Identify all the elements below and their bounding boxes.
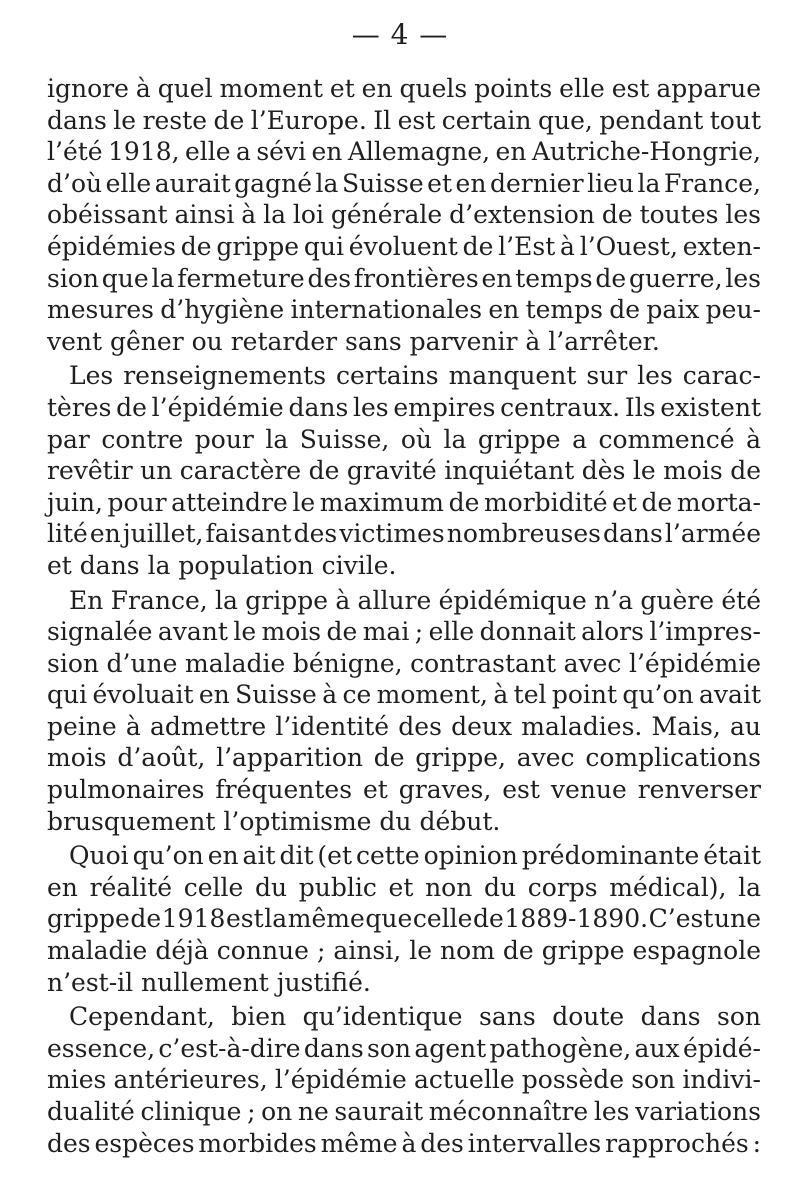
page-body bbox=[47, 73, 761, 1159]
text-line: mesures d’hygiène internationales en temps de paix peu- bbox=[47, 295, 761, 325]
text-line: Quoi qu’on en ait dit (et cette opinion prédominante était bbox=[69, 841, 761, 871]
paragraph bbox=[47, 1001, 761, 1159]
text-line: Les renseignements certains manquent sur les carac- bbox=[69, 361, 761, 391]
text-line: en réalité celle du public et non du corps médical), la bbox=[47, 872, 761, 902]
text-line: d’où elle aurait gagné la Suisse et en dernier lieu la France, bbox=[47, 168, 761, 198]
paragraph bbox=[47, 585, 761, 838]
text-line: pulmonaires fréquentes et graves, est venue renverser bbox=[47, 775, 761, 805]
text-line: signalée avant le mois de mai ; elle donnait alors l’impres- bbox=[47, 617, 761, 647]
paragraph bbox=[47, 73, 761, 357]
text-line: n’est-il nullement justifié. bbox=[47, 967, 371, 997]
text-line: essence, c’est-à-dire dans son agent pathogène, aux épidé- bbox=[47, 1033, 761, 1063]
text-line: revêtir un caractère de gravité inquiétant dès le mois de bbox=[47, 456, 761, 486]
paragraph bbox=[47, 360, 761, 581]
text-line: l’été 1918, elle a sévi en Allemagne, en Autriche-Hongrie, bbox=[47, 137, 761, 167]
text-line: maladie déjà connue ; ainsi, le nom de grippe espagnole bbox=[47, 936, 761, 966]
paragraph bbox=[47, 840, 761, 998]
text-line: sion d’une maladie bénigne, contrastant avec l’épidémie bbox=[47, 648, 761, 678]
text-line: sion que la fermeture des frontières en temps de guerre, les bbox=[47, 263, 761, 293]
text-line: brusquement l’optimisme du début. bbox=[47, 806, 501, 836]
text-line: grippe de 1918 est la même que celle de 1889-1890. C’est une bbox=[47, 904, 761, 934]
text-line: dans le reste de l’Europe. Il est certain que, pendant tout bbox=[47, 105, 761, 135]
text-line: lité en juillet, faisant des victimes nombreuses dans l’armée bbox=[47, 519, 761, 549]
text-line: dualité clinique ; on ne saurait méconnaître les variations bbox=[47, 1097, 761, 1126]
text-line: juin, pour atteindre le maximum de morbidité et de morta- bbox=[47, 487, 761, 517]
page-number: — 4 — bbox=[351, 18, 449, 51]
text-line: épidémies de grippe qui évoluent de l’Est à l’Ouest, exten- bbox=[47, 231, 761, 261]
text-line: ignore à quel moment et en quels points elle est apparue bbox=[47, 74, 761, 103]
text-line: obéissant ainsi à la loi générale d’extension de toutes les bbox=[47, 200, 761, 230]
text-line: et dans la population civile. bbox=[47, 550, 397, 580]
text-line: des espèces morbides même à des intervalles rapprochés : bbox=[47, 1128, 761, 1158]
text-line: mois d’août, l’apparition de grippe, avec complications bbox=[47, 743, 761, 773]
text-line: tères de l’épidémie dans les empires centraux. Ils existent bbox=[47, 392, 761, 422]
text-line: qui évoluait en Suisse à ce moment, à tel point qu’on avait bbox=[47, 680, 761, 710]
text-line: peine à admettre l’identité des deux maladies. Mais, au bbox=[47, 711, 761, 741]
text-line: Cependant, bien qu’identique sans doute dans son bbox=[69, 1002, 761, 1032]
text-line: mies antérieures, l’épidémie actuelle possède son indivi- bbox=[47, 1065, 761, 1095]
text-line: vent gêner ou retarder sans parvenir à l’arrêter. bbox=[47, 326, 660, 356]
text-line: En France, la grippe à allure épidémique n’a guère été bbox=[69, 585, 761, 615]
text-line: par contre pour la Suisse, où la grippe a commencé à bbox=[47, 424, 761, 454]
